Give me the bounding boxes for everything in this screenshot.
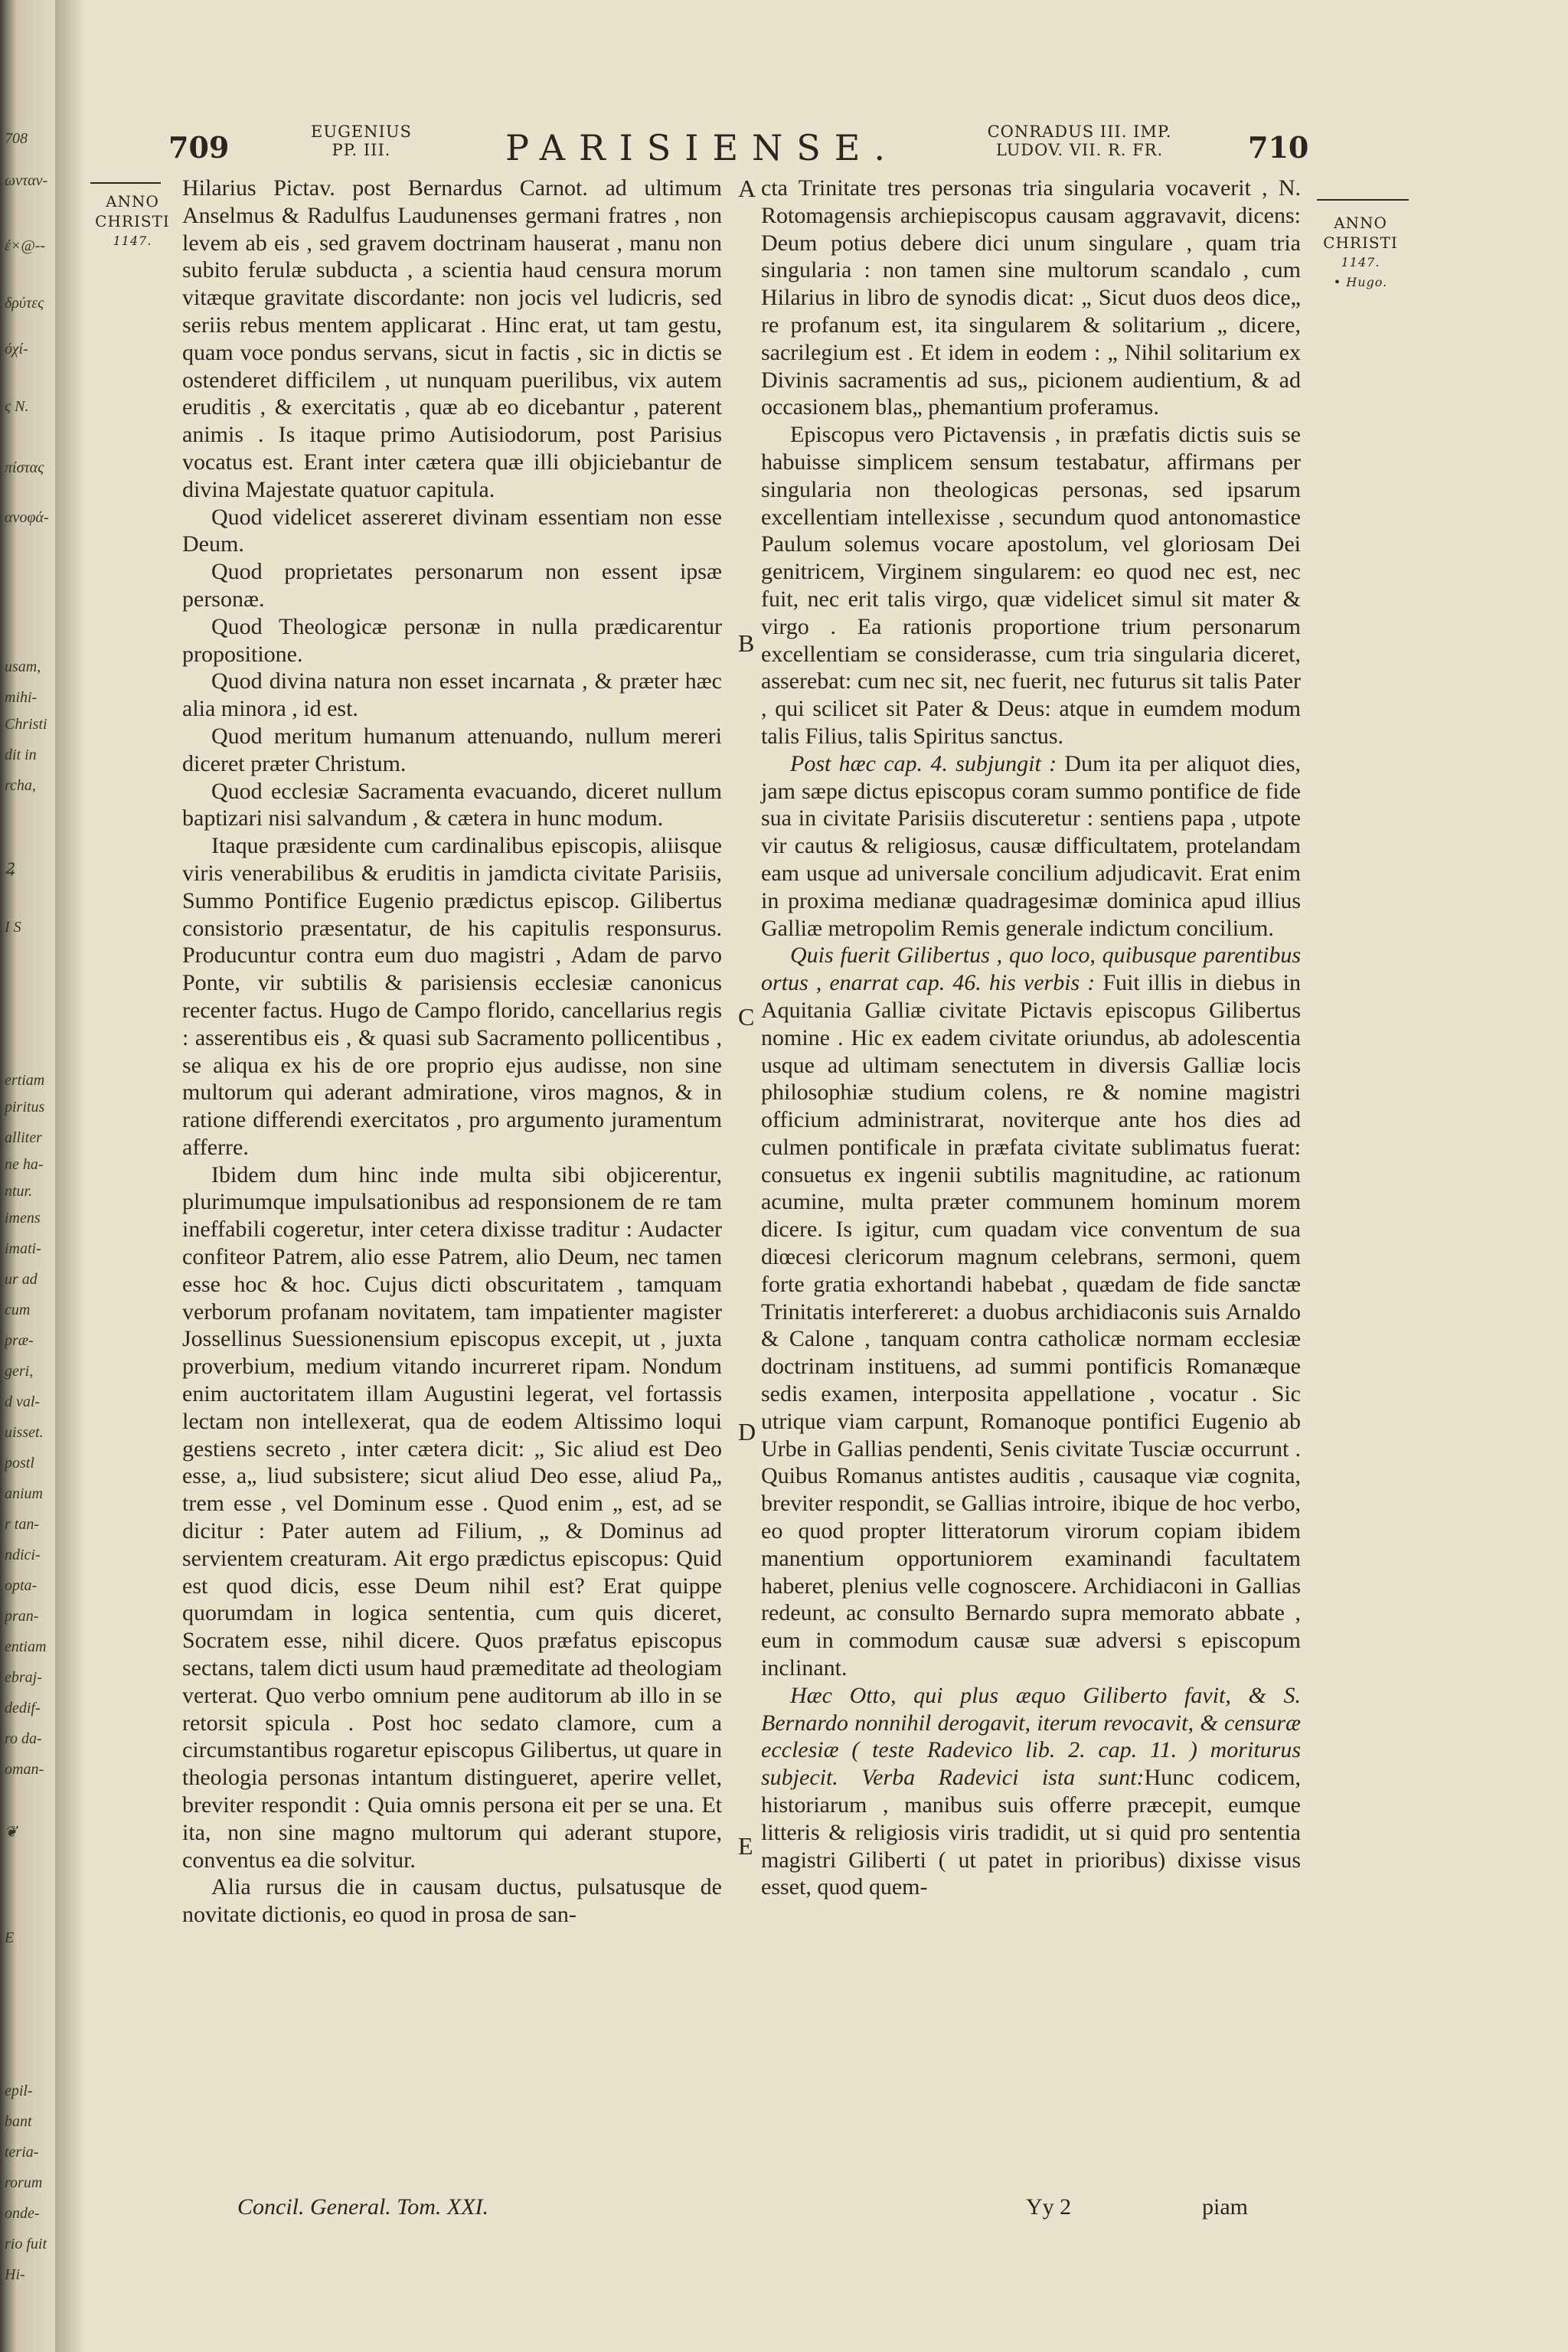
paragraph-text: Fuit illis in diebus in Aquitania Galliæ civitate Pictavis episcopus Gilibertus nomine . Hic ex eadem civitate oriundus, ab adolescentia usque ad ultimam senectutem in diversis Galliæ locis philosophiæ studium colens, re & nomine magistri officium administrarat, noviterque ante hos dies ad culmen pontificale in præfata civitate sublimatus fuerat: consuetus ex ingenii subtilis magnitudine, ac rationum acumine, multa præter communem hominum morem dicere. Is igitur, cum quadam vice conventum de sua diœcesi clericorum magnum celebrans, sermoni, quem forte gratia exhortandi habebat , quædam de fide sanctæ Trinitatis interfereret: a duobus archidiaconis suis Arnaldo & Calone , tanquam contra catholicæ normam ecclesiæ doctrinam instituens, ad summi pontificis Romanæque sedis examen, interposita appellatione , vocatur . Sic utrique viam carpunt, Romanoque pontifici Eugenio ab Urbe in Gallias pendenti, Senis civitate Tusciæ occurrunt . Quibus Romanus antistes auditis , causaque viæ cognita, breviter respondit, se Gallias introire, ibique de hoc verbo, eo quod propter litteratorum virorum copiam ibidem manentium opportuniorem examinandi facultatem haberet, plenius velle cognoscere. Archidiaconi in Gallias redeunt, ac consulto Bernardo supra memorato abbate , eum in commodum causæ suæ adversi s episcopum inclinant. bbox=[761, 970, 1301, 1681]
right-margin-note: • Hugo. bbox=[1333, 275, 1388, 289]
paragraph-text: Quod divina natura non esset incarnata , & præter hæc alia minora , id est. bbox=[182, 668, 722, 722]
paragraph bbox=[761, 421, 1301, 750]
page-title: PARISIENSE. bbox=[505, 127, 899, 168]
facing-page-edge bbox=[0, 0, 55, 2352]
paragraph bbox=[182, 504, 722, 559]
paragraph-text: Quod proprietates personarum non essent ipsæ personæ. bbox=[182, 559, 722, 612]
paragraph bbox=[182, 723, 722, 778]
facing-page-fragment: pran- bbox=[5, 1608, 39, 1625]
footer-signature: Yy 2 bbox=[1026, 2194, 1072, 2220]
facing-page-fragment: E bbox=[5, 1929, 15, 1946]
pope-name bbox=[285, 122, 438, 159]
pope-name-line2: PP. III. bbox=[332, 141, 391, 159]
running-header bbox=[0, 122, 1568, 176]
right-year-line1: ANNO bbox=[1334, 214, 1387, 232]
paragraph-text: Hilarius Pictav. post Bernardus Carnot. ad ultimum Anselmus & Radulfus Laudunenses germani fratres , non levem ab eis , sed gravem doctrinam hauserat , manu non subito ferulæ subducta , a scientia haud censura morum vitæque gravitate discordante: non jocis vel ludicris, sed seriis rebus mentem applicarat . Hinc erat, ut tam gestu, quam voce pondus servans, sicut in factis , sic in dictis se ostenderet difficilem , ut nunquam puerilibus, vix autem eruditis , & exercitatis , quæ ab eo dicebantur , paterent animis . Is itaque primo Autisiodorum, post Parisius vocatus est. Erant inter cætera quæ illi objiciebantur de divina Majestate quatuor capitula. bbox=[182, 175, 722, 502]
facing-page-fragment: d val- bbox=[5, 1393, 41, 1410]
paragraph-text: Hunc codicem, historiarum , manibus suis offerre præcepit, eumque litteris & religiosis viris tradidit, ut si quid pro sententia magistri Giliberti ( ut patet in prioribus) dixisse visus esset, quod quem- bbox=[761, 1765, 1301, 1900]
left-margin-rule bbox=[90, 182, 161, 184]
facing-page-fragment: imati- bbox=[5, 1240, 41, 1257]
facing-page-fragment: usam, bbox=[5, 658, 41, 675]
section-letter: E bbox=[738, 1832, 753, 1860]
facing-page-fragment: dedif- bbox=[5, 1700, 41, 1717]
facing-page-fragment: Hi- bbox=[5, 2266, 25, 2283]
facing-page-fragment: 708 bbox=[5, 130, 28, 147]
facing-page-fragment: opta- bbox=[5, 1577, 38, 1594]
section-letter: A bbox=[738, 175, 756, 202]
facing-page-fragment: ertiam bbox=[5, 1072, 45, 1089]
facing-page-fragment: onde- bbox=[5, 2205, 40, 2222]
right-page-number: 710 bbox=[1248, 130, 1309, 165]
left-year-line1: ANNO bbox=[106, 192, 159, 211]
italic-lead: Post hæc cap. 4. subjungit : bbox=[790, 750, 1057, 776]
left-year-line2: CHRISTI bbox=[95, 212, 170, 230]
facing-page-fragment: ebraj- bbox=[5, 1669, 42, 1686]
section-letter: D bbox=[738, 1418, 756, 1446]
right-year-note bbox=[1303, 213, 1418, 292]
left-page-number: 709 bbox=[168, 130, 230, 165]
paragraph-text: Quod meritum humanum attenuando, nullum mereri diceret præter Christum. bbox=[182, 723, 722, 776]
paragraph bbox=[182, 613, 722, 668]
facing-page-fragment: bant bbox=[5, 2113, 32, 2130]
facing-page-fragment: piritus bbox=[5, 1099, 45, 1116]
right-year-line2: CHRISTI bbox=[1323, 234, 1398, 252]
facing-page-fragment: δρύτες bbox=[5, 295, 44, 312]
left-year-note bbox=[83, 191, 182, 251]
facing-page-fragment: oman- bbox=[5, 1761, 44, 1778]
paragraph bbox=[182, 832, 722, 1161]
section-letter: B bbox=[738, 629, 755, 657]
facing-page-fragment: uisset. bbox=[5, 1424, 44, 1441]
paragraph-text: Quod Theologicæ personæ in nulla prædicarentur propositione. bbox=[182, 613, 722, 667]
facing-page-fragment: epil- bbox=[5, 2082, 33, 2099]
facing-page-fragment: postl bbox=[5, 1455, 34, 1472]
paragraph-text: Ibidem dum hinc inde multa sibi objicerentur, plurimumque impulsationibus ad responsionem de re tam ineffabili cogeretur, inter cetera dixisse traditur : Audacter confiteor Patrem, alio esse Patrem, alio Deum, nec tamen esse hoc & hoc. Cujus dicti obscuritatem , tamquam verborum profanam novitatem, tam impatienter magister Jossellinus Suessionensium episcopus excepit, ut , juxta proverbium, medium vitando incurreret ripam. Nondum enim auctoritatem illam Augustini legerat, vel fortassis lectam non intellexerat, qua de eodem Altissimo loqui gestiens secreto , inter cætera dicit: „ Sic aliud est Deo esse, a„ liud subsistere; sicut aliud Deo esse, aliud Pa„ trem esse , vel Dominum esse . Quod enim „ est, ad se dicitur : Pater autem ad Filium, „ & Dominus ad servientem creaturam. Ait ergo prædictus episcopus: Quid est quod dicis, esse Deum nihil est? Erat quippe quorumdam in logica sententia, cum quis diceret, Socratem esse, nihil dicere. Quos præfatus episcopus sectans, talem dicti usum haud præmeditate ad theologiam verterat. Quo verbo omnium pene auditorum ab illo in se retorsit spicula . Post hoc sedato clamore, cum a circumstantibus rogaretur episcopus Gilibertus, ut quare in theologia personas intantum distingueret, aperire vellet, breviter respondit : Quia omnis persona eit per se una. Et ita, non sine magno multorum qui aderant stupore, conventus ea die solvitur. bbox=[182, 1161, 722, 1873]
pope-name-line1: EUGENIUS bbox=[311, 122, 412, 141]
paragraph bbox=[761, 175, 1301, 421]
facing-page-fragment: ανοφά- bbox=[5, 509, 49, 526]
facing-page-fragment: alliter bbox=[5, 1129, 42, 1146]
rulers-name bbox=[965, 122, 1194, 159]
facing-page-fragment: entiam bbox=[5, 1638, 47, 1655]
paragraph bbox=[761, 942, 1301, 1682]
paragraph-text: Alia rursus die in causam ductus, pulsatusque de novitate dictionis, eo quod in prosa de san- bbox=[182, 1874, 722, 1928]
footer-volume: Concil. General. Tom. XXI. bbox=[237, 2194, 489, 2220]
paragraph bbox=[182, 668, 722, 723]
facing-page-fragment: dit in bbox=[5, 746, 37, 763]
paragraph-text: Quod videlicet assereret divinam essentiam non esse Deum. bbox=[182, 504, 722, 557]
right-column bbox=[761, 175, 1301, 1901]
paragraph-text: cta Trinitate tres personas tria singularia vocaverit , N. Rotomagensis archiepiscopus causam aggravavit, dicens: Deum potius debere dici unum singulare , quam tria singularia : non tamen sine multorum scandalo , cum Hilarius in libro de synodis dicat: „ Sicut duos deos dice„ re profanum est, ita singularem & solitarium „ dicere, sacrilegium est . Et idem in eodem : „ Nihil solitarium ex Divinis sacramentis ad sus„ picionem audientium, & ad occasionem blas„ phemantium proferamus. bbox=[761, 175, 1301, 420]
facing-page-fragment: Ꝝ bbox=[5, 861, 15, 877]
facing-page-fragment: ntur. bbox=[5, 1183, 33, 1200]
paragraph-text: Quod ecclesiæ Sacramenta evacuando, diceret nullum baptizari nisi salvandum , & cætera in hunc modum. bbox=[182, 778, 722, 831]
paragraph bbox=[182, 558, 722, 613]
rulers-name-line2: LUDOV. VII. R. FR. bbox=[995, 141, 1164, 159]
facing-page-fragment: έ×@-- bbox=[5, 237, 46, 254]
facing-page-fragment: anium bbox=[5, 1485, 43, 1502]
facing-page-fragment: imens bbox=[5, 1210, 41, 1227]
facing-page-fragment: geri, bbox=[5, 1363, 34, 1380]
italic-lead: Hæc Otto, qui plus æquo Giliberto favit, & S. Bernardo nonnihil derogavit, iterum revocavit, & censuræ ecclesiæ ( teste Radevico lib. 2. cap. 11. ) moriturus subjecit. Verba Radevici ista sunt: bbox=[761, 1682, 1301, 1791]
left-year-value: 1147. bbox=[113, 234, 152, 248]
gutter-shadow bbox=[55, 0, 86, 2352]
facing-page-fragment: rcha, bbox=[5, 777, 36, 794]
facing-page-fragment: ne ha- bbox=[5, 1156, 44, 1173]
facing-page-fragment: ς N. bbox=[5, 398, 29, 415]
footer-catchword: piam bbox=[1202, 2194, 1248, 2220]
italic-lead: Quis fuerit Gilibertus , quo loco, quibusque parentibus ortus , enarrat cap. 46. his verbis : bbox=[761, 942, 1301, 996]
facing-page-fragment: Christi bbox=[5, 716, 47, 733]
facing-page-fragment: cum bbox=[5, 1302, 31, 1318]
section-letter: C bbox=[738, 1003, 755, 1031]
paragraph bbox=[182, 778, 722, 833]
facing-page-fragment: r tan- bbox=[5, 1516, 39, 1533]
facing-page-fragment: πίστας bbox=[5, 459, 44, 476]
paragraph-text: Itaque præsidente cum cardinalibus episcopis, aliisque viris venerabilibus & eruditis in jamdicta civitate Parisiis, Summo Pontifice Eugenio prædictus episcop. Gilibertus consistorio præsentatur, de his capitulis responsurus. Producuntur contra eum duo magistri , Adam de parvo Ponte, vir subtilis & parisiensis ecclesiæ canonicus recenter factus. Hugo de Campo florido, cancellarius regis : asserentibus eis , & quasi sub Sacramento pollicentibus , se aliqua ex his de ore proprio ejus audisse, non sine multorum qui aderant admiratione, viros magnos, & in ratione differendi exercitatos , pro argumento juramentum afferre. bbox=[182, 833, 722, 1160]
facing-page-fragment: ndici- bbox=[5, 1547, 41, 1563]
facing-page-fragment: ωνταν- bbox=[5, 172, 48, 189]
facing-page-fragment: mihi- bbox=[5, 689, 38, 706]
paragraph-text: Episcopus vero Pictavensis , in præfatis dictis suis se habuisse simplicem sensum testabatur, affirmans per singularia non theologicas personas, sed ipsarum excellentiam intellexisse , secundum quod antonomastice Paulum solemus vocare apostolum, vel gloriosam Dei genitricem, Virginem singularem: eo quod nec est, nec fuit, nec erit talis virgo, quæ videlicet simul sit mater & virgo . Ea rationis proportione trium personarum excellentiam se considerasse, cum tria singularia diceret, asserebat: cum nec sit, nec fuerit, nec futurus sit talis Pater , qui scilicet sit Pater & Deus: atque in eumdem modum talis Filius, talis Spiritus sanctus. bbox=[761, 422, 1301, 749]
facing-page-fragment: teria- bbox=[5, 2144, 39, 2161]
facing-page-fragment: rorum bbox=[5, 2174, 43, 2191]
paragraph-text: Dum ita per aliquot dies, jam sæpe dictus episcopus coram summo pontifice de fide sua in civitate Parisiis discuteretur : sentiens papa , utpote vir cautus & religiosus, causæ difficultatem, protelandam eam usque ad universale concilium adjudicavit. Erat enim in proxima medianæ quadragesimæ dominica apud illius Galliæ metropolim Remis generale indictum concilium. bbox=[761, 750, 1301, 941]
facing-page-fragment: I S bbox=[5, 919, 21, 936]
right-year-value: 1147. bbox=[1341, 255, 1380, 270]
paragraph bbox=[182, 1873, 722, 1929]
left-column bbox=[182, 175, 722, 1929]
facing-page-fragment: όχί- bbox=[5, 341, 28, 358]
paragraph bbox=[182, 175, 722, 504]
paragraph bbox=[761, 750, 1301, 942]
facing-page-fragment: ur ad bbox=[5, 1271, 38, 1288]
facing-page-fragment: ro da- bbox=[5, 1730, 42, 1747]
facing-page-fragment: ❦ bbox=[5, 1824, 18, 1841]
facing-page-fragment: rio fuit bbox=[5, 2236, 47, 2252]
right-margin-rule bbox=[1317, 199, 1409, 201]
paragraph bbox=[761, 1682, 1301, 1901]
rulers-name-line1: CONRADUS III. IMP. bbox=[987, 122, 1172, 141]
facing-page-fragment: præ- bbox=[5, 1332, 34, 1349]
paragraph bbox=[182, 1161, 722, 1874]
